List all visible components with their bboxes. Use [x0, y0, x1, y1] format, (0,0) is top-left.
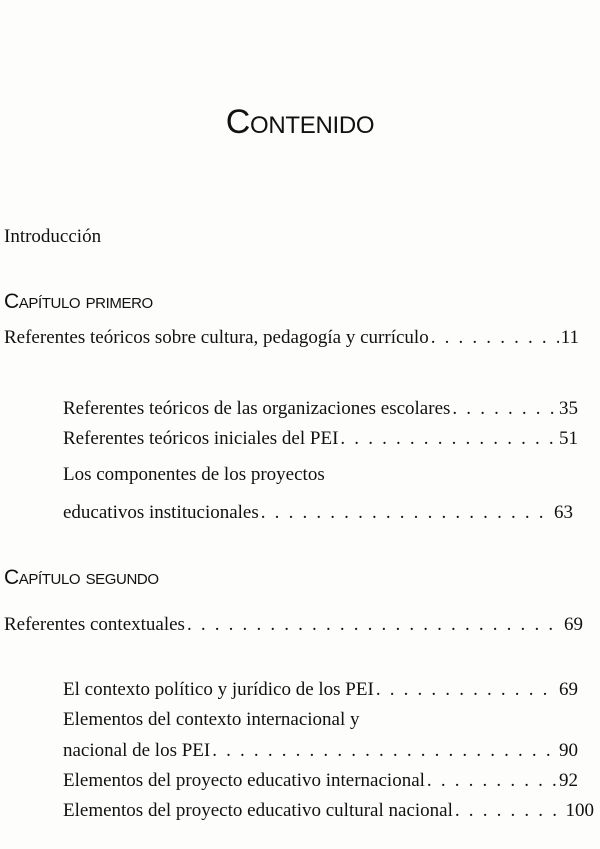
toc-entry-page: 100	[565, 800, 594, 821]
dot-leader	[427, 770, 557, 792]
toc-entry-label: educativos institucionales	[63, 502, 259, 523]
toc-entry-label-line1: Elementos del contexto internacional y	[63, 709, 360, 730]
dot-leader	[187, 614, 562, 636]
toc-entry-page: 51	[559, 428, 578, 449]
toc-entry	[63, 428, 578, 450]
dot-leader	[376, 679, 557, 701]
toc-entry	[63, 502, 573, 524]
toc-entry-page: 35	[559, 398, 578, 419]
toc-entry	[63, 740, 578, 762]
dot-leader	[261, 502, 552, 524]
dot-leader	[452, 398, 557, 420]
toc-entry-label: Elementos del proyecto educativo internacional	[63, 770, 425, 791]
toc-entry-label: Referentes teóricos iniciales del PEI	[63, 428, 339, 449]
toc-entry-label-line1: Los componentes de los proyectos	[63, 464, 325, 485]
toc-entry-label: Referentes teóricos sobre cultura, pedagogía y currículo	[4, 327, 429, 348]
toc-entry-page: 90	[559, 740, 578, 761]
toc-entry	[4, 614, 583, 636]
toc-entry-label: Elementos del proyecto educativo cultural nacional	[63, 800, 453, 821]
toc-entry-label: Referentes teóricos de las organizaciones escolares	[63, 398, 451, 419]
toc-entry-page: 11	[560, 327, 579, 348]
toc-entry-page: 63	[554, 502, 573, 523]
toc-entry	[63, 770, 578, 792]
chapter-heading: Capítulo segundo	[4, 566, 159, 589]
toc-entry-page: 69	[564, 614, 583, 635]
page-title: Contenido	[225, 103, 375, 141]
dot-leader	[212, 740, 557, 762]
dot-leader	[431, 327, 559, 349]
toc-entry-label: El contexto político y jurídico de los PEI	[63, 679, 374, 700]
toc-entry-page: 69	[559, 679, 578, 700]
toc-entry	[4, 327, 579, 349]
dot-leader	[340, 428, 557, 450]
toc-intro: Introducción	[4, 226, 102, 247]
toc-entry-label: Referentes contextuales	[4, 614, 185, 635]
toc-entry	[63, 398, 578, 420]
toc-entry-label: nacional de los PEI	[63, 740, 211, 761]
chapter-heading: Capítulo primero	[4, 290, 153, 313]
dot-leader	[455, 800, 564, 822]
toc-entry	[63, 800, 594, 822]
toc-entry	[63, 679, 578, 701]
toc-entry-page: 92	[559, 770, 578, 791]
